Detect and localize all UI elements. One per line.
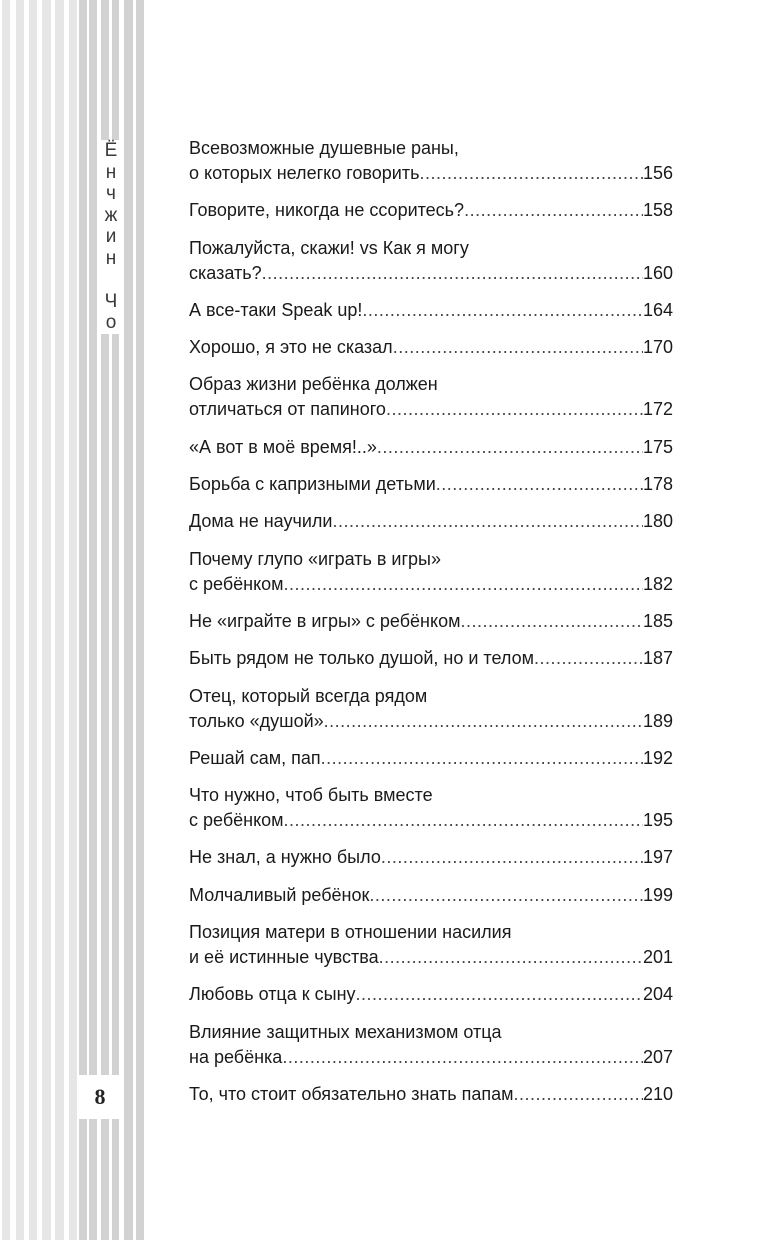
- dot-leader: [284, 572, 643, 597]
- toc-entry-title: Пожалуйста, скажи! vs Как я могу: [189, 237, 469, 258]
- toc-entry-line: [189, 572, 673, 597]
- stripe: [42, 0, 51, 1240]
- toc-entry[interactable]: [189, 1082, 673, 1107]
- toc-entry[interactable]: [189, 1020, 673, 1070]
- author-letter: н: [105, 161, 117, 183]
- toc-entry-title: Влияние защитных механизмом отца: [189, 1021, 502, 1042]
- dot-leader: [262, 261, 643, 286]
- stripe: [55, 0, 64, 1240]
- toc-entry-title: Не «играйте в игры» с ребёнком: [189, 610, 461, 631]
- toc-entry-line: [189, 198, 673, 223]
- stripe: [136, 0, 144, 1240]
- toc-entry[interactable]: [189, 472, 673, 497]
- toc-entry-title: Позиция матери в отношении насилия: [189, 922, 512, 943]
- page-number: 8: [78, 1075, 122, 1119]
- author-letter: ч: [106, 183, 116, 204]
- toc-entry-page: 164: [642, 299, 673, 320]
- author-letter: ж: [104, 204, 118, 226]
- toc-entry-line: [189, 435, 673, 460]
- toc-entry-page: 180: [642, 511, 673, 532]
- dot-leader: [324, 709, 643, 734]
- toc-entry-title: Молчаливый ребёнок: [189, 884, 370, 905]
- dot-leader: [379, 945, 643, 970]
- toc-entry-page: 192: [642, 747, 673, 768]
- toc-entry[interactable]: [189, 684, 673, 734]
- dot-leader: [321, 746, 643, 771]
- toc-entry-title: с ребёнком: [189, 810, 284, 831]
- toc-entry-page: 189: [642, 710, 673, 731]
- dot-leader: [464, 198, 643, 223]
- dot-leader: [460, 609, 642, 634]
- dot-leader: [386, 397, 643, 422]
- toc-entry[interactable]: [189, 372, 673, 422]
- toc-entry-line: [189, 1045, 673, 1070]
- author-name-vertical: [98, 140, 124, 334]
- dot-leader: [282, 1045, 643, 1070]
- toc-entry[interactable]: [189, 920, 673, 970]
- toc-entry-title: Почему глупо «играть в игры»: [189, 548, 441, 569]
- stripe: [29, 0, 37, 1240]
- author-letter: о: [105, 312, 117, 333]
- toc-entry-line: [189, 609, 673, 634]
- dot-leader: [514, 1082, 643, 1107]
- toc-entry[interactable]: [189, 335, 673, 360]
- toc-entry-line: [189, 982, 673, 1007]
- toc-entry[interactable]: [189, 298, 673, 323]
- toc-entry[interactable]: [189, 646, 673, 671]
- toc-entry-title: Любовь отца к сыну: [189, 984, 356, 1005]
- toc-entry-title: сказать?: [189, 262, 262, 283]
- author-letter: и: [105, 226, 117, 247]
- toc-entry-page: 178: [642, 474, 673, 495]
- toc-entry-title: Решай сам, пап: [189, 747, 321, 768]
- stripe: [124, 0, 133, 1240]
- toc-entry[interactable]: [189, 509, 673, 534]
- toc-entry-title: Хорошо, я это не сказал: [189, 337, 393, 358]
- toc-entry[interactable]: [189, 198, 673, 223]
- toc-entry-page: 187: [642, 648, 673, 669]
- toc-entry-page: 199: [642, 884, 673, 905]
- toc-entry-title: о которых нелегко говорить: [189, 163, 420, 183]
- toc-entry-title: отличаться от папиного: [189, 399, 386, 420]
- toc-entry-title: Борьба с капризными детьми: [189, 474, 436, 495]
- author-letter: [98, 269, 124, 291]
- toc-entry-line: [189, 646, 673, 671]
- stripe: [16, 0, 24, 1240]
- toc-entry-line: [189, 883, 673, 908]
- stripe: [69, 0, 77, 1240]
- toc-entry-title: с ребёнком: [189, 573, 284, 594]
- stripe: [89, 0, 97, 1240]
- toc-entry-line: [189, 1082, 673, 1107]
- toc-entry-page: 175: [642, 436, 673, 457]
- toc-entry-line: [189, 335, 673, 360]
- toc-entry-page: 158: [642, 200, 673, 221]
- dot-leader: [369, 883, 643, 908]
- toc-entry-title: Быть рядом не только душой, но и телом: [189, 648, 534, 669]
- dot-leader: [356, 982, 643, 1007]
- toc-entry-line: [189, 298, 673, 323]
- toc-entry-line: [189, 746, 673, 771]
- toc-entry-title: Говорите, никогда не ссоритесь?: [189, 200, 465, 221]
- toc-entry[interactable]: [189, 547, 673, 597]
- dot-leader: [393, 335, 643, 360]
- toc-entry-title: и её истинные чувства: [189, 947, 379, 968]
- toc-entry-line: [189, 945, 673, 970]
- toc-entry-page: 201: [642, 947, 673, 968]
- toc-entry[interactable]: [189, 136, 673, 186]
- toc-entry-page: 195: [642, 810, 673, 831]
- toc-entry-line: [189, 845, 673, 870]
- toc-entry[interactable]: [189, 783, 673, 833]
- toc-entry[interactable]: [189, 883, 673, 908]
- toc-entry-page: 210: [642, 1083, 673, 1104]
- dot-leader: [284, 808, 643, 833]
- dot-leader: [436, 472, 643, 497]
- toc-entry[interactable]: [189, 982, 673, 1007]
- toc-entry-page: 197: [642, 847, 673, 868]
- toc-entry-title: «А вот в моё время!..»: [189, 436, 377, 457]
- stripe: [2, 0, 10, 1240]
- toc-entry-title: А все-таки Speak up!: [189, 299, 363, 320]
- author-letter: Ё: [104, 140, 118, 161]
- toc-entry-page: 160: [642, 262, 673, 283]
- toc-entry-page: 182: [642, 573, 673, 594]
- dot-leader: [332, 509, 642, 534]
- toc-entry-title: Отец, который всегда рядом: [189, 685, 428, 706]
- toc-entry[interactable]: [189, 236, 673, 286]
- toc-entry-page: 156: [642, 163, 673, 183]
- dot-leader: [381, 845, 643, 870]
- toc-entry-title: Образ жизни ребёнка должен: [189, 374, 438, 395]
- toc-entry-page: 170: [642, 337, 673, 358]
- stripe: [79, 0, 87, 1240]
- toc-entry-title: только «душой»: [189, 710, 324, 731]
- dot-leader: [362, 298, 643, 323]
- toc-entry-title: Не знал, а нужно было: [189, 847, 381, 868]
- toc-entry[interactable]: [189, 609, 673, 634]
- toc-entry-line: [189, 261, 673, 286]
- toc-entry-title: Что нужно, чтоб быть вместе: [189, 785, 433, 806]
- toc-entry-line: [189, 161, 673, 186]
- dot-leader: [419, 161, 642, 186]
- toc-entry-line: [189, 397, 673, 422]
- toc-entry[interactable]: [189, 435, 673, 460]
- toc-entry-page: 204: [642, 984, 673, 1005]
- toc-entry-title: То, что стоит обязательно знать папам: [189, 1083, 514, 1104]
- toc-entry-title: на ребёнка: [189, 1046, 283, 1067]
- toc-entry-title: Всевозможные душевные раны,: [189, 138, 459, 158]
- toc-entry[interactable]: [189, 845, 673, 870]
- toc-entry-line: [189, 509, 673, 534]
- toc-entry[interactable]: [189, 746, 673, 771]
- dot-leader: [377, 435, 643, 460]
- toc-entry-line: [189, 709, 673, 734]
- table-of-contents: [189, 136, 673, 1119]
- toc-entry-line: [189, 472, 673, 497]
- toc-entry-line: [189, 808, 673, 833]
- toc-entry-page: 185: [642, 610, 673, 631]
- toc-entry-page: 207: [642, 1046, 673, 1067]
- toc-entry-page: 172: [642, 399, 673, 420]
- author-letter: н: [105, 247, 117, 269]
- toc-entry-title: Дома не научили: [189, 511, 333, 532]
- author-letter: Ч: [104, 290, 118, 312]
- dot-leader: [534, 646, 643, 671]
